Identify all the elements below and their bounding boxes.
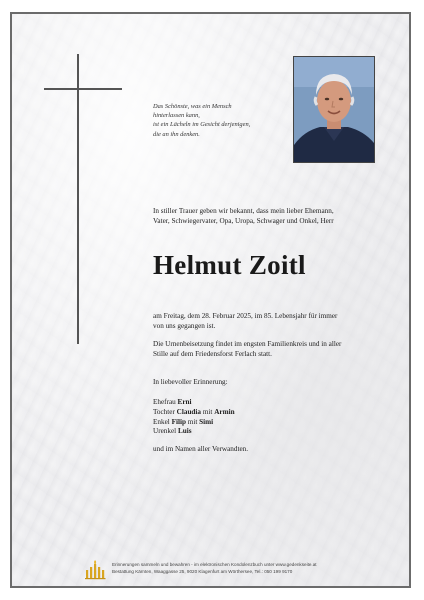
funeral-notice-line: Die Urnenbeisetzung findet im engsten Familienkreis und in aller <box>153 340 342 348</box>
deceased-name: Helmut Zoitl <box>153 250 306 280</box>
portrait-illustration <box>294 57 374 162</box>
obituary-card <box>10 12 411 588</box>
mourner-name: Erni <box>177 398 192 406</box>
mourner-partner: Armin <box>214 407 235 416</box>
mourner-entry <box>153 418 388 428</box>
mourner-joiner: mit <box>187 417 198 426</box>
mourner-partner: Simi <box>199 417 214 426</box>
mourner-entry <box>153 408 388 418</box>
mourner-joiner: mit <box>202 407 213 416</box>
portrait-photo <box>293 56 375 163</box>
mourner-role: Enkel <box>153 417 170 426</box>
mourner-entry <box>153 398 388 408</box>
mourner-name: Filip <box>171 417 186 426</box>
funeral-home-footer <box>84 559 384 583</box>
quote-line: Das Schönste, was ein Mensch <box>153 103 232 110</box>
cross-vertical-beam <box>77 54 79 344</box>
memory-heading: In liebevoller Erinnerung: <box>153 378 228 386</box>
intro-text <box>153 207 383 227</box>
quote-line: hinterlassen kann, <box>153 112 200 120</box>
footer-text <box>112 561 317 576</box>
death-notice <box>153 312 388 332</box>
mourner-entry <box>153 427 388 437</box>
footer-line: Erinnerungen sammeln und bewahren - im elektronischen Kondolenzbuch unter www.gedenkseite.at <box>112 562 317 567</box>
mourner-name: Luis <box>177 427 192 436</box>
candles-logo-icon <box>84 560 106 580</box>
mourner-name: Claudia <box>176 407 202 416</box>
intro-line: In stiller Trauer geben wir bekannt, dass mein lieber Ehemann, <box>153 207 334 215</box>
death-notice-line: von uns gegangen ist. <box>153 321 216 330</box>
funeral-notice-line: Stille auf dem Friedensforst Ferlach statt. <box>153 349 272 358</box>
funeral-notice <box>153 340 388 360</box>
quote-line: ist ein Lächeln im Gesicht derjenigen, <box>153 121 251 129</box>
relatives-line: und im Namen aller Verwandten. <box>153 445 249 453</box>
cross-horizontal-beam <box>44 88 122 90</box>
quote-line: die an ihn denken. <box>153 130 200 138</box>
mourner-role: Urenkel <box>153 427 177 436</box>
mourner-role: Tochter <box>153 407 175 416</box>
intro-line: Vater, Schwiegervater, Opa, Uropa, Schwager und Onkel, Herr <box>153 216 334 225</box>
footer-line: Bestattung Kärnten, Waaggasse 25, 9020 Klagenfurt am Wörthersee, Tel.: 050 199 9170 <box>112 569 293 575</box>
death-notice-line: am Freitag, dem 28. Februar 2025, im 85. Lebensjahr für immer <box>153 312 338 320</box>
memorial-quote <box>153 102 283 139</box>
mourner-role: Ehefrau <box>153 398 176 406</box>
mourners-list <box>153 398 388 437</box>
